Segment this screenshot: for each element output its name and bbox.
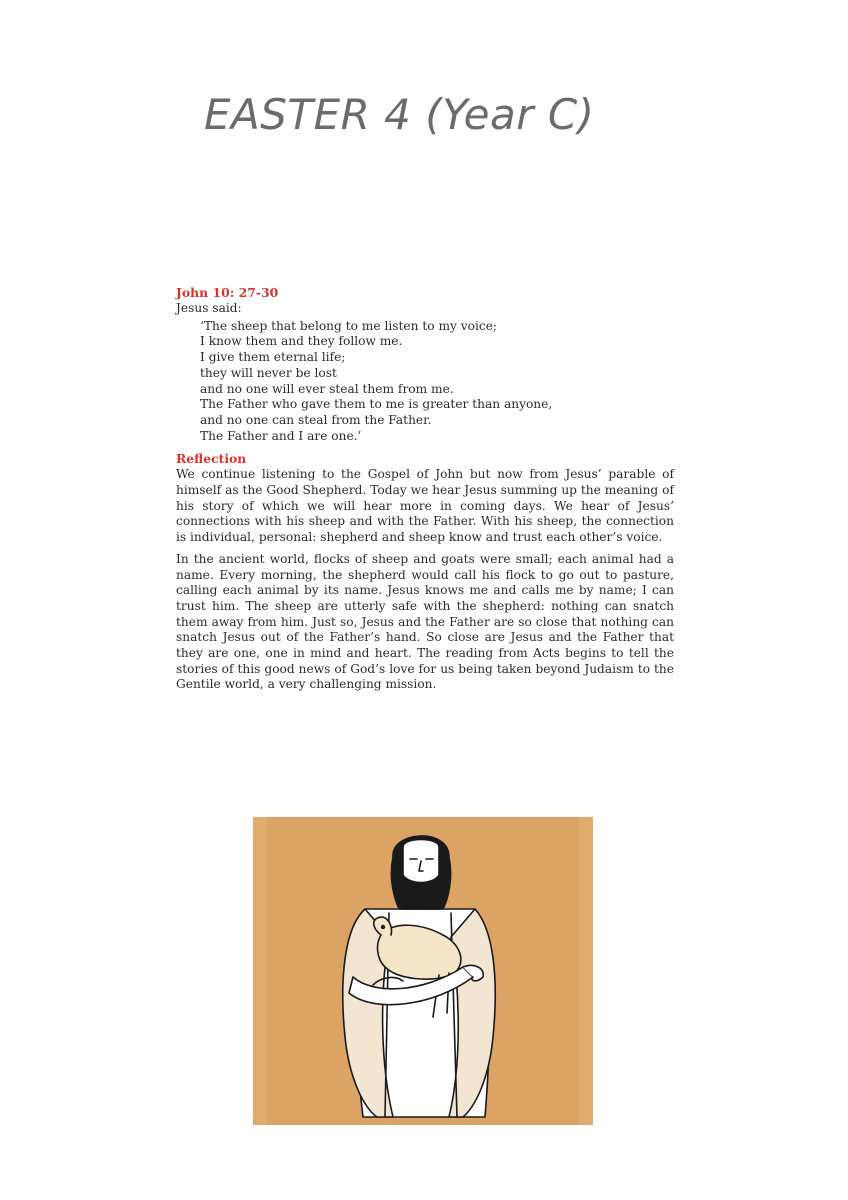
reading-reference: John 10: 27-30 bbox=[176, 285, 279, 300]
reflection-paragraph: We continue listening to the Gospel of John but now from Jesus’ parable of himself as the Good Shepherd. Today we hear Jesus summing up the meaning of his story of which we will hear more in coming days. We hear of Jesus’ connections with his sheep and with the Father. With his sheep, the connection is individual, personal: shepherd and sheep know and trust each other’s voice. bbox=[176, 467, 674, 545]
reflection-heading: Reflection bbox=[176, 451, 247, 467]
reflection-paragraph: In the ancient world, flocks of sheep and goats were small; each animal had a name. Every morning, the shepherd would call his flock to go out to pasture, calling each animal by its name. Jesus knows me and calls me by name; I can trust him. The sheep are utterly safe with the shepherd: nothing can snatch them away from him. Just so, Jesus and the Father are so close that nothing can snatch Jesus out of the Father’s hand. So close are Jesus and the Father that they are one, one in mind and heart. The reading from Acts begins to tell the stories of this good news of God’s love for us being taken beyond Judaism to the Gentile world, a very challenging mission. bbox=[176, 551, 674, 692]
verse-line: ‘The sheep that belong to me listen to my voice; bbox=[200, 318, 498, 333]
reading-intro: Jesus said: bbox=[176, 301, 242, 315]
verse-line: and no one will ever steal them from me. bbox=[200, 381, 454, 396]
verse-line: I know them and they follow me. bbox=[200, 334, 403, 349]
main-content bbox=[176, 284, 674, 693]
verse-line: they will never be lost bbox=[200, 365, 337, 380]
scripture-passage bbox=[200, 319, 674, 445]
verse-line: The Father who gave them to me is greater than anyone, bbox=[200, 397, 553, 412]
verse-line: I give them eternal life; bbox=[200, 350, 346, 365]
good-shepherd-illustration bbox=[253, 817, 593, 1125]
page-title: EASTER 4 (Year C) bbox=[204, 90, 595, 139]
verse-line: and no one can steal from the Father. bbox=[200, 412, 432, 427]
verse-line: The Father and I are one.’ bbox=[200, 428, 362, 443]
